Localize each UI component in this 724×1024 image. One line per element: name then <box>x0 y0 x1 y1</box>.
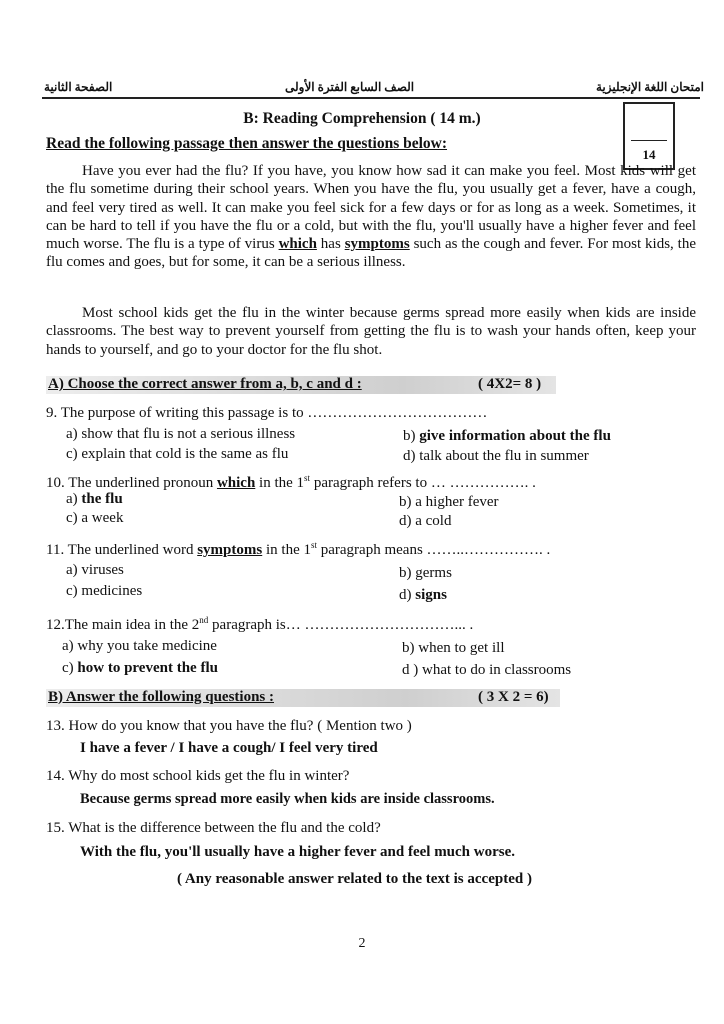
passage-paragraph-2: Most school kids get the flu in the winter because germs spread more easily when kids are inside classrooms. The best way to prevent yourself from getting the flu is to wash your hands often, keep your hands to yourself, and go to your doctor for the flu shot. <box>46 305 696 358</box>
q10-option-c: c) a week <box>66 510 124 526</box>
q10-option-a: a) the flu <box>66 491 123 507</box>
q14-answer: Because germs spread more easily when kids are inside classrooms. <box>80 791 495 807</box>
q12-option-c: c) how to prevent the flu <box>62 660 218 676</box>
answer-note: ( Any reasonable answer related to the text is accepted ) <box>177 871 532 887</box>
q15-answer: With the flu, you'll usually have a higher fever and feel much worse. <box>80 844 516 860</box>
q9-option-d: d) talk about the flu in summer <box>403 448 589 464</box>
q11-option-c: c) medicines <box>66 583 143 599</box>
q12-option-d: d ) what to do in classrooms <box>402 662 572 678</box>
part-a-banner <box>46 376 556 394</box>
q10-option-d: d) a cold <box>399 513 452 529</box>
header-grade-term: الصف السابع الفترة الأولى <box>285 80 415 94</box>
instruction: Read the following passage then answer the questions below: <box>46 135 448 152</box>
q9-option-b: b) give information about the flu <box>403 428 611 444</box>
q11-stem: 11. The underlined word symptoms in the 1st paragraph means ……..……………. . <box>46 540 551 558</box>
q9-stem: 9. The purpose of writing this passage is to ……………………………… <box>46 405 488 421</box>
q13-question: 13. How do you know that you have the flu? ( Mention two ) <box>46 718 412 734</box>
q12-option-a: a) why you take medicine <box>62 638 217 654</box>
score-value: 14 <box>642 147 656 162</box>
q11-option-d: d) signs <box>399 587 447 603</box>
q15-question: 15. What is the difference between the flu and the cold? <box>46 820 381 836</box>
part-b-marks: ( 3 X 2 = 6) <box>478 689 549 705</box>
part-a-title: A) Choose the correct answer from a, b, c and d : <box>48 376 362 392</box>
header-page-label: الصفحة الثانية <box>44 80 113 94</box>
score-line <box>631 140 667 141</box>
q12-stem: 12.The main idea in the 2nd paragraph is… …………………………... . <box>46 615 474 633</box>
page-number: 2 <box>358 936 366 951</box>
header-exam-title: امتحان اللغة الإنجليزية <box>595 80 704 94</box>
q10-stem: 10. The underlined pronoun which in the 1st paragraph refers to … ……………. . <box>46 473 536 491</box>
part-a-marks: ( 4X2= 8 ) <box>478 376 542 392</box>
q13-answer: I have a fever / I have a cough/ I feel very tired <box>80 740 378 756</box>
header-rule <box>42 97 700 99</box>
part-b-title: B) Answer the following questions : <box>48 689 274 705</box>
underlined-symptoms: symptoms <box>344 236 410 253</box>
underlined-which: which <box>278 236 317 253</box>
part-b-banner <box>46 689 560 707</box>
q10-option-b: b) a higher fever <box>399 494 499 510</box>
q9-option-a: a) show that flu is not a serious illness <box>66 426 296 442</box>
passage-paragraph-1: Have you ever had the flu? If you have, you know how sad it can make you feel. Most kids will get the flu sometime during their school years. When you have the flu, you usually get a fever, have a cough, and feel very tired as well. It can make you feel sick for a few days or for as long as a week. Sometimes, it can be hard to tell if you have the flu or a cold, but with the flu, you'll usually have a higher fever and feel much worse. The flu is a type of virus which has symptoms such as the cough and fever. For most kids, the flu comes and goes, but for some, it can be a serious illness. <box>46 163 697 271</box>
q9-option-c: c) explain that cold is the same as flu <box>66 446 289 462</box>
q12-option-b: b) when to get ill <box>402 640 505 656</box>
q11-option-a: a) viruses <box>66 562 124 578</box>
q11-option-b: b) germs <box>399 565 452 581</box>
section-title: B: Reading Comprehension ( 14 m.) <box>243 110 481 127</box>
q14-question: 14. Why do most school kids get the flu in winter? <box>46 768 350 784</box>
